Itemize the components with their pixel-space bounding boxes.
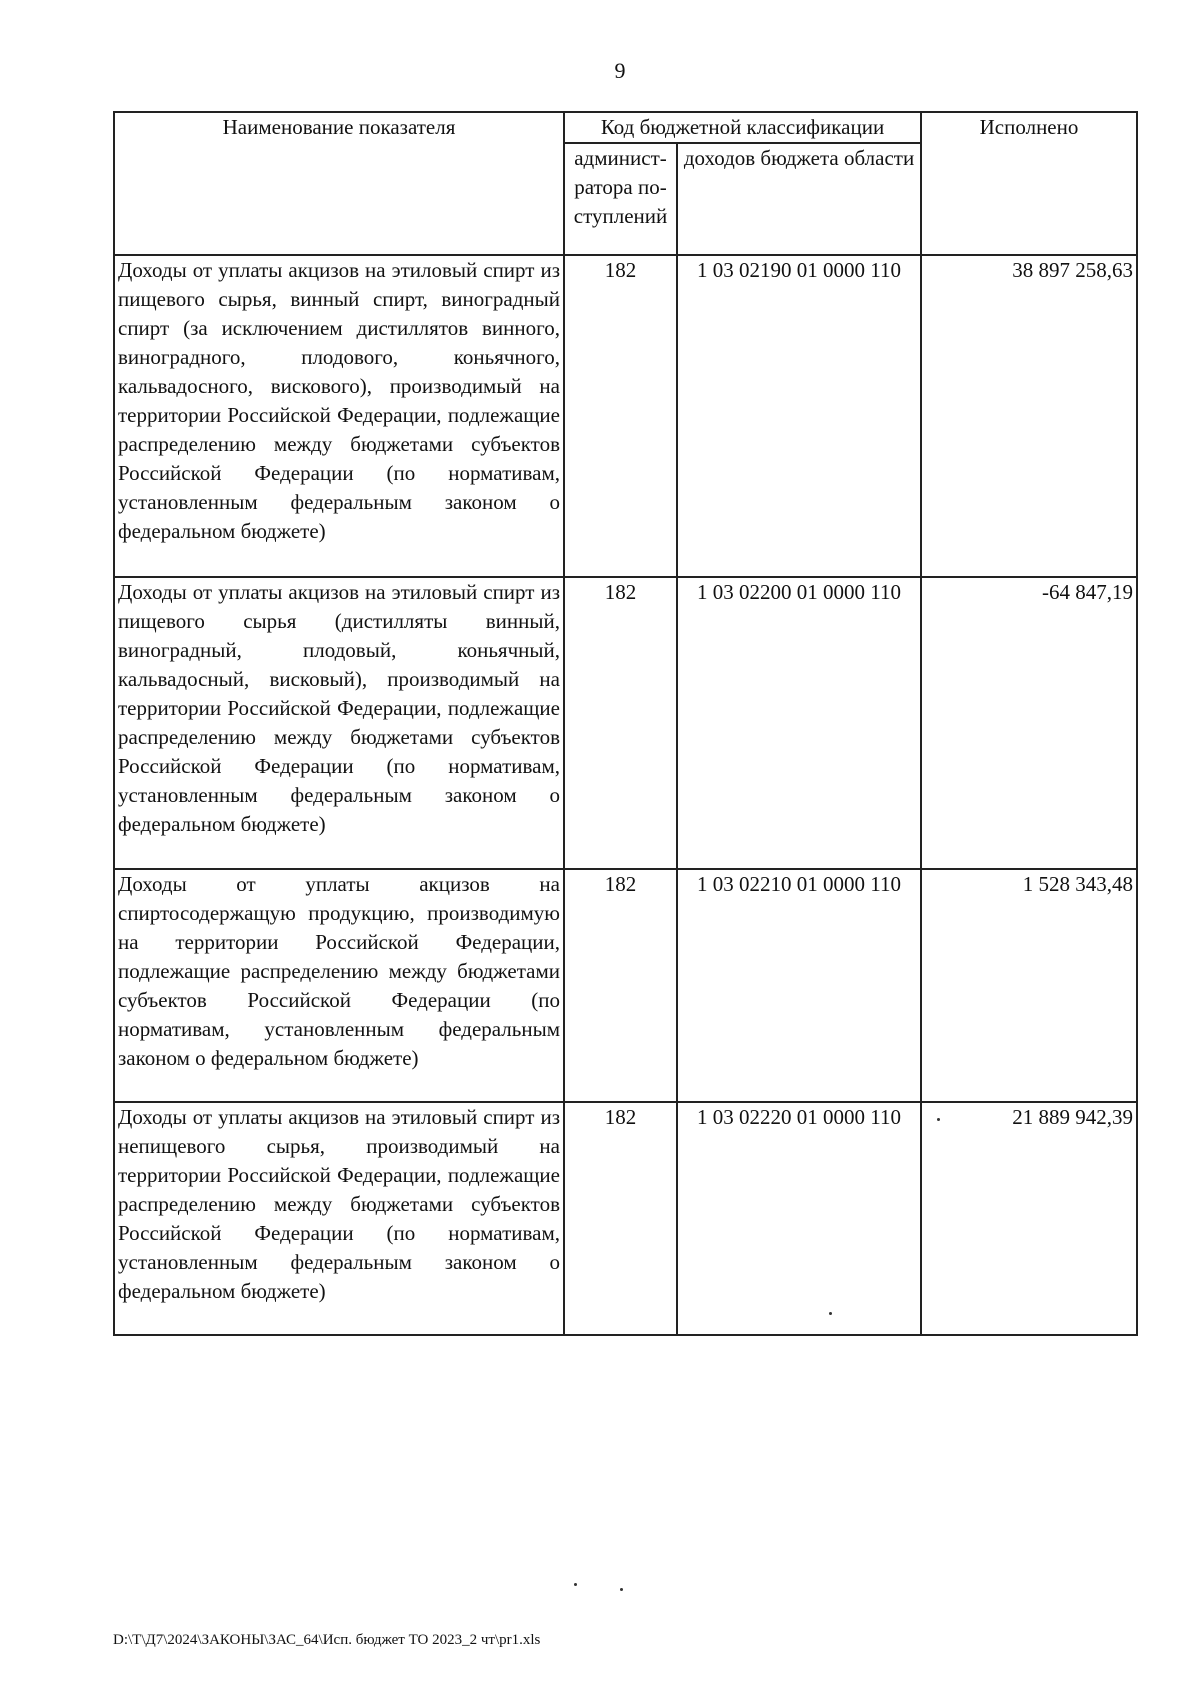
row-executed: -64 847,19 <box>921 577 1137 869</box>
row-name: Доходы от уплаты акцизов на этиловый спирт из пищевого сырья (дистилляты винный, виноградный, плодовый, коньячный, кальвадосный, висковый), производимый на территории Российской Федерации, подлежащие распределению между бюджетами субъектов Российской Федерации (по нормативам, установленным федеральным законом о федеральном бюджете) <box>114 577 564 869</box>
row-income-code: 1 03 02200 01 0000 110 <box>677 577 921 869</box>
row-executed: 38 897 258,63 <box>921 255 1137 577</box>
row-admin-code: 182 <box>564 255 677 577</box>
page-number: 9 <box>614 58 626 83</box>
row-executed: 21 889 942,39 <box>921 1102 1137 1335</box>
row-name: Доходы от уплаты акцизов на этиловый спирт из непищевого сырья, производимый на территории Российской Федерации, подлежащие распределению между бюджетами субъектов Российской Федерации (по нормативам, установленным федеральным законом о федеральном бюджете) <box>114 1102 564 1335</box>
row-income-code: 1 03 02210 01 0000 110 <box>677 869 921 1102</box>
scan-speck <box>829 1312 832 1315</box>
row-admin-code: 182 <box>564 1102 677 1335</box>
row-name: Доходы от уплаты акцизов на этиловый спирт из пищевого сырья, винный спирт, виноградный спирт (за исключением дистиллятов винного, виноградного, плодового, коньячного, кальвадосного, вискового), производимый на территории Российской Федерации, подлежащие распределению между бюджетами субъектов Российской Федерации (по нормативам, установленным федеральным законом о федеральном бюджете) <box>114 255 564 577</box>
header-admin: админист-ратора по-ступлений <box>564 143 677 255</box>
row-executed: 1 528 343,48 <box>921 869 1137 1102</box>
budget-table <box>113 111 1138 1336</box>
row-admin-code: 182 <box>564 869 677 1102</box>
table-row <box>114 869 1137 1102</box>
row-income-code: 1 03 02220 01 0000 110 <box>677 1102 921 1335</box>
header-income: доходов бюджета области <box>677 143 921 255</box>
table-row <box>114 577 1137 869</box>
scan-speck <box>937 1118 940 1121</box>
table-row <box>114 255 1137 577</box>
table-row <box>114 1102 1137 1335</box>
row-income-code: 1 03 02190 01 0000 110 <box>677 255 921 577</box>
scan-speck <box>620 1588 623 1591</box>
header-code-group: Код бюджетной классификации <box>564 112 921 143</box>
header-executed: Исполнено <box>921 112 1137 255</box>
row-admin-code: 182 <box>564 577 677 869</box>
footer-file-path: D:\Т\Д7\2024\ЗАКОНЫ\ЗАС_64\Исп. бюджет ТО 2023_2 чт\pr1.xls <box>113 1632 541 1648</box>
header-row-1 <box>114 112 1137 143</box>
scan-speck <box>574 1583 577 1586</box>
header-name: Наименование показателя <box>114 112 564 255</box>
row-name: Доходы от уплаты акцизов на спиртосодержащую продукцию, производимую на территории Российской Федерации, подлежащие распределению между бюджетами субъектов Российской Федерации (по нормативам, установленным федеральным законом о федеральном бюджете) <box>114 869 564 1102</box>
